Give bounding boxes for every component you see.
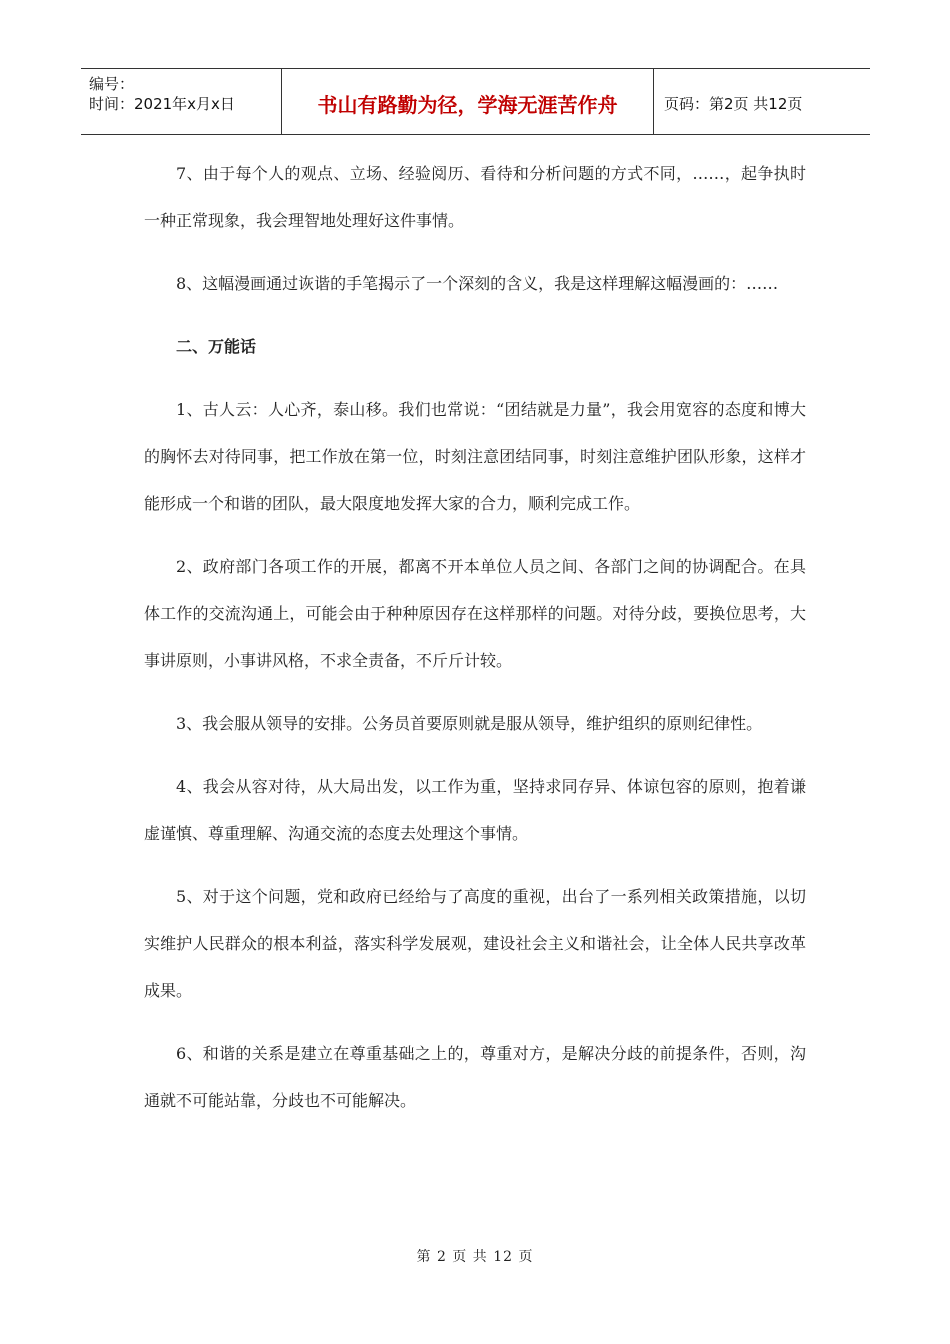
header-meta <box>81 69 282 134</box>
document-time-label: 时间：2021年x月x日 <box>89 95 235 113</box>
paragraph: 8、这幅漫画通过诙谐的手笔揭示了一个深刻的含义，我是这样理解这幅漫画的：…… <box>176 274 779 293</box>
document-number-label: 编号： <box>89 75 135 93</box>
paragraph: 2、政府部门各项工作的开展，都离不开本单位人员之间、各部门之间的协调配合。在具体工作的交流沟通上，可能会由于种种原因存在这样那样的问题。对待分歧，要换位思考，大事讲原则，小事讲风格，不求全责备，不斤斤计较。 <box>144 557 806 670</box>
section-heading: 二、万能话 <box>176 337 257 356</box>
header-page-info: 页码：第2页 共12页 <box>664 95 803 113</box>
document-body <box>144 150 806 1140</box>
page-header <box>81 68 870 135</box>
paragraph: 6、和谐的关系是建立在尊重基础之上的，尊重对方，是解决分歧的前提条件，否则，沟通就不可能站靠，分歧也不可能解决。 <box>144 1044 806 1110</box>
paragraph: 4、我会从容对待，从大局出发，以工作为重，坚持求同存异、体谅包容的原则，抱着谦虚谨慎、尊重理解、沟通交流的态度去处理这个事情。 <box>144 777 806 843</box>
page-footer: 第 2 页 共 12 页 <box>416 1249 534 1265</box>
header-motto: 书山有路勤为径，学海无涯苦作舟 <box>282 69 654 134</box>
paragraph: 5、对于这个问题，党和政府已经给与了高度的重视，出台了一系列相关政策措施，以切实维护人民群众的根本利益，落实科学发展观，建设社会主义和谐社会，让全体人民共享改革成果。 <box>144 887 806 1000</box>
paragraph: 7、由于每个人的观点、立场、经验阅历、看待和分析问题的方式不同，……，起争执时一种正常现象，我会理智地处理好这件事情。 <box>144 164 806 230</box>
paragraph: 3、我会服从领导的安排。公务员首要原则就是服从领导，维护组织的原则纪律性。 <box>176 714 763 733</box>
paragraph: 1、古人云：人心齐，泰山移。我们也常说：“团结就是力量”，我会用宽容的态度和博大的胸怀去对待同事，把工作放在第一位，时刻注意团结同事，时刻注意维护团队形象，这样才能形成一个和谐的团队，最大限度地发挥大家的合力，顺利完成工作。 <box>144 400 806 513</box>
